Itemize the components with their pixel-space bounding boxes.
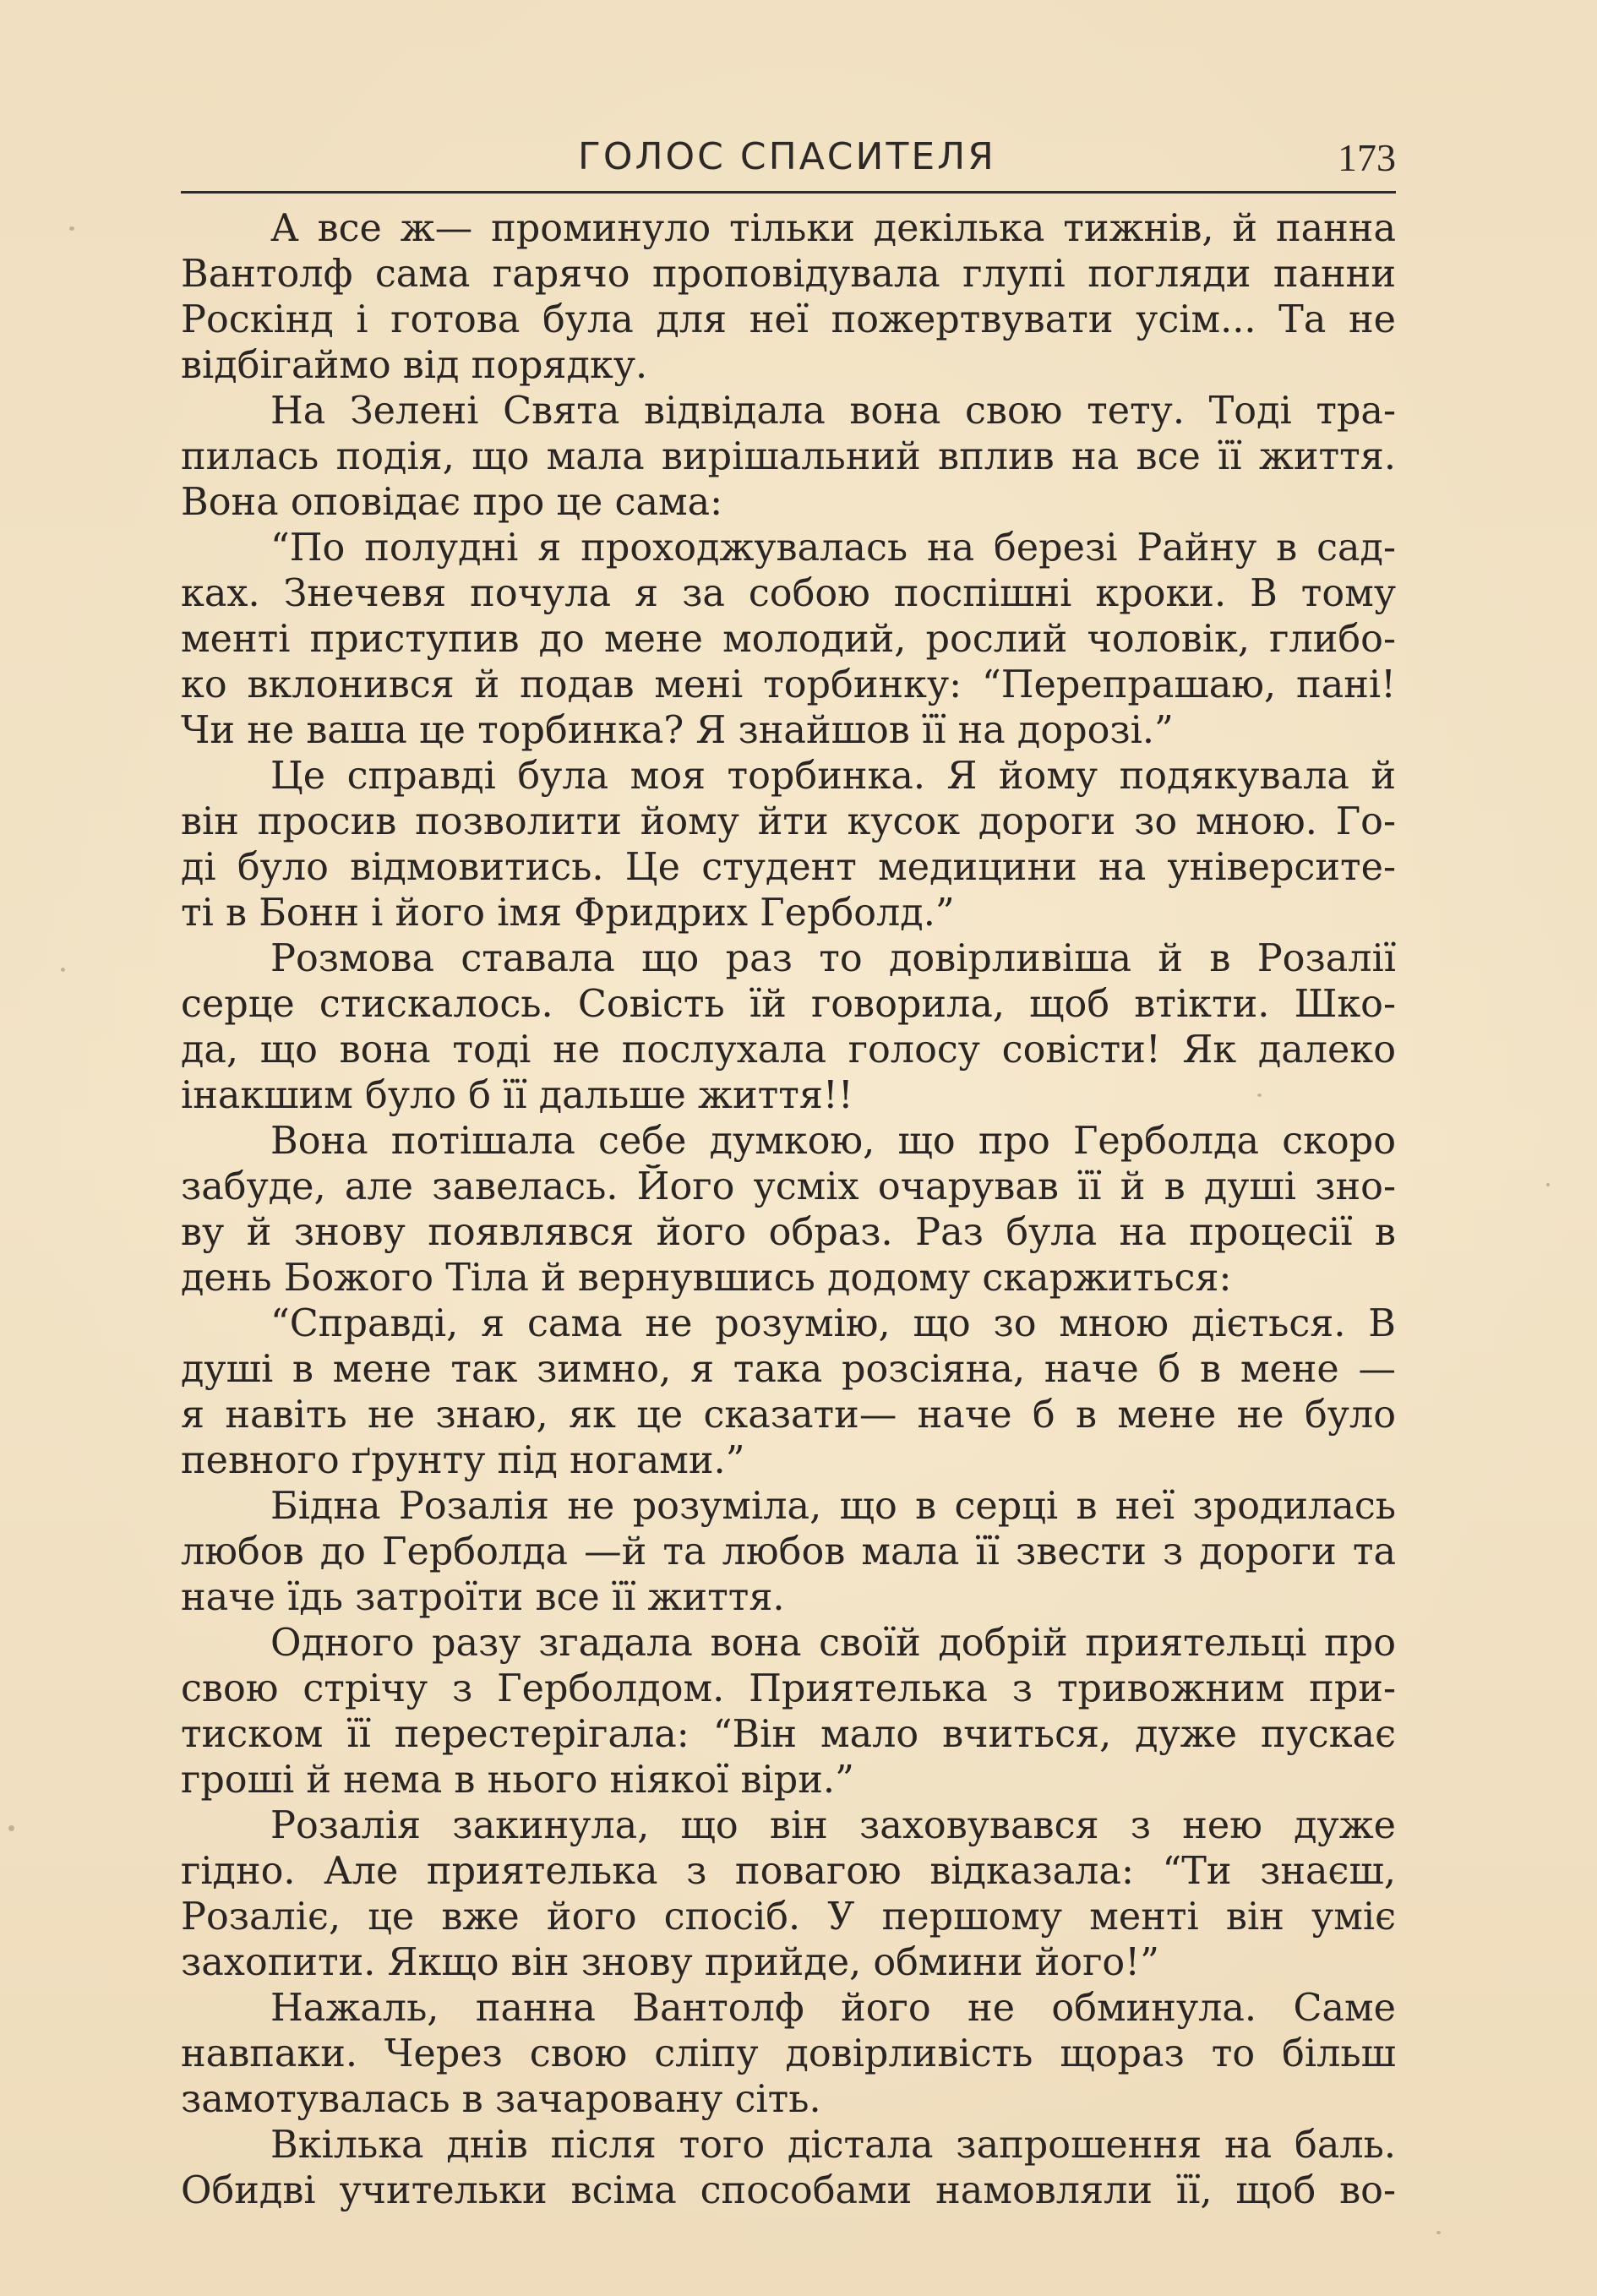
text-line: Вкілька днів після того дістала запрошення на баль. xyxy=(270,2124,1396,2167)
text-line: забуде, але завелась. Його усміх очарував її й в душі зно- xyxy=(181,1165,1396,1208)
text-line: душі в мене так зимно, я така розсіяна, наче б в мене — xyxy=(181,1348,1396,1391)
text-line: Розаліє, це вже його спосіб. У першому менті він уміє xyxy=(181,1895,1396,1939)
paper-speck xyxy=(1546,1183,1550,1186)
text-line: інакшим було б її дальше життя!! xyxy=(181,1074,853,1117)
page-header xyxy=(181,127,1396,194)
text-line: тиском її перестерігала: “Він мало вчиться, дуже пускає xyxy=(181,1713,1396,1756)
text-line: навпаки. Через свою сліпу довірливість щораз то більш xyxy=(181,2032,1396,2075)
text-line: “Справді, я сама не розумію, що зо мною діється. В xyxy=(270,1302,1396,1345)
text-line: Нажаль, панна Вантолф його не обминула. Саме xyxy=(270,1987,1396,2030)
text-line: ті в Бонн і його імя Фридрих Герболд.” xyxy=(181,892,955,935)
running-title: ГОЛОС СПАСИТЕЛЯ xyxy=(578,135,996,178)
text-line: Бідна Розалія не розуміла, що в серці в неї зродилась xyxy=(270,1485,1396,1528)
header-rule xyxy=(181,191,1396,194)
text-line: свою стрічу з Герболдом. Приятелька з тривожним при- xyxy=(181,1667,1396,1710)
text-line: “По полудні я проходжувалась на березі Райну в сад- xyxy=(270,526,1396,570)
text-line: пилась подія, що мала вирішальний вплив на все її життя. xyxy=(181,435,1396,478)
text-line: замотувалась в зачаровану сіть. xyxy=(181,2078,821,2121)
text-line: менті приступив до мене молодий, рослий чоловік, глибо- xyxy=(181,618,1396,661)
text-line: Роскінд і готова була для неї пожертвувати усім... Та не xyxy=(181,298,1396,341)
text-line: А все ж— проминуло тільки декілька тижнів, й панна xyxy=(270,207,1396,250)
text-line: На Зелені Свята відвідала вона свою тету. Тоді тра- xyxy=(270,390,1396,433)
text-line: наче їдь затроїти все її життя. xyxy=(181,1576,785,1619)
text-line: ді було відмовитись. Це студент медицини на університе- xyxy=(181,846,1396,889)
text-line: Одного разу згадала вона своїй добрій приятельці про xyxy=(270,1622,1396,1665)
text-line: він просив позволити йому йти кусок дороги зо мною. Го- xyxy=(181,800,1396,843)
text-line: певного ґрунту під ногами.” xyxy=(181,1439,745,1482)
text-line: любов до Герболда —й та любов мала її звести з дороги та xyxy=(181,1530,1396,1573)
paper-speck xyxy=(1436,2231,1441,2234)
text-line: Це справді була моя торбинка. Я йому подякувала й xyxy=(270,755,1396,798)
text-line: серце стискалось. Совість їй говорила, щоб втікти. Шко- xyxy=(181,983,1396,1026)
text-line: да, що вона тоді не послухала голосу совісти! Як далеко xyxy=(181,1028,1396,1072)
paper-speck xyxy=(61,968,65,972)
text-line: Вантолф сама гарячо проповідувала глупі погляди панни xyxy=(181,253,1396,296)
text-line: ко вклонився й подав мені торбинку: “Перепрашаю, пані! xyxy=(181,663,1396,706)
text-line: Обидві учительки всіма способами намовляли її, щоб во- xyxy=(181,2169,1396,2212)
text-line: Вона оповідає про це сама: xyxy=(181,481,723,524)
text-line: ках. Знечевя почула я за собою поспішні кроки. В тому xyxy=(181,572,1396,615)
paper-speck xyxy=(69,226,74,231)
paper-speck xyxy=(1257,1093,1262,1097)
text-line: Розалія закинула, що він заховувався з нею дуже xyxy=(270,1804,1396,1847)
text-line: ву й знову появлявся його образ. Раз була на процесії в xyxy=(181,1211,1396,1254)
text-line: захопити. Якщо він знову прийде, обмини його!” xyxy=(181,1941,1159,1984)
body-text xyxy=(181,206,1396,2214)
page-number: 173 xyxy=(1338,136,1396,179)
text-line: день Божого Тіла й вернувшись додому скаржиться: xyxy=(181,1257,1232,1300)
text-line: відбігаймо від порядку. xyxy=(181,344,648,387)
text-line: Розмова ставала що раз то довірливіша й в Розалії xyxy=(270,937,1396,980)
text-line: Вона потішала себе думкою, що про Герболда скоро xyxy=(270,1120,1396,1163)
text-line: Чи не ваша це торбинка? Я знайшов її на дорозі.” xyxy=(181,709,1174,752)
text-line: гідно. Але приятелька з повагою відказала: “Ти знаєш, xyxy=(181,1850,1396,1893)
text-line: я навіть не знаю, як це сказати— наче б в мене не було xyxy=(181,1393,1396,1437)
paper-speck xyxy=(8,1825,14,1831)
text-line: гроші й нема в нього ніякої віри.” xyxy=(181,1759,854,1802)
